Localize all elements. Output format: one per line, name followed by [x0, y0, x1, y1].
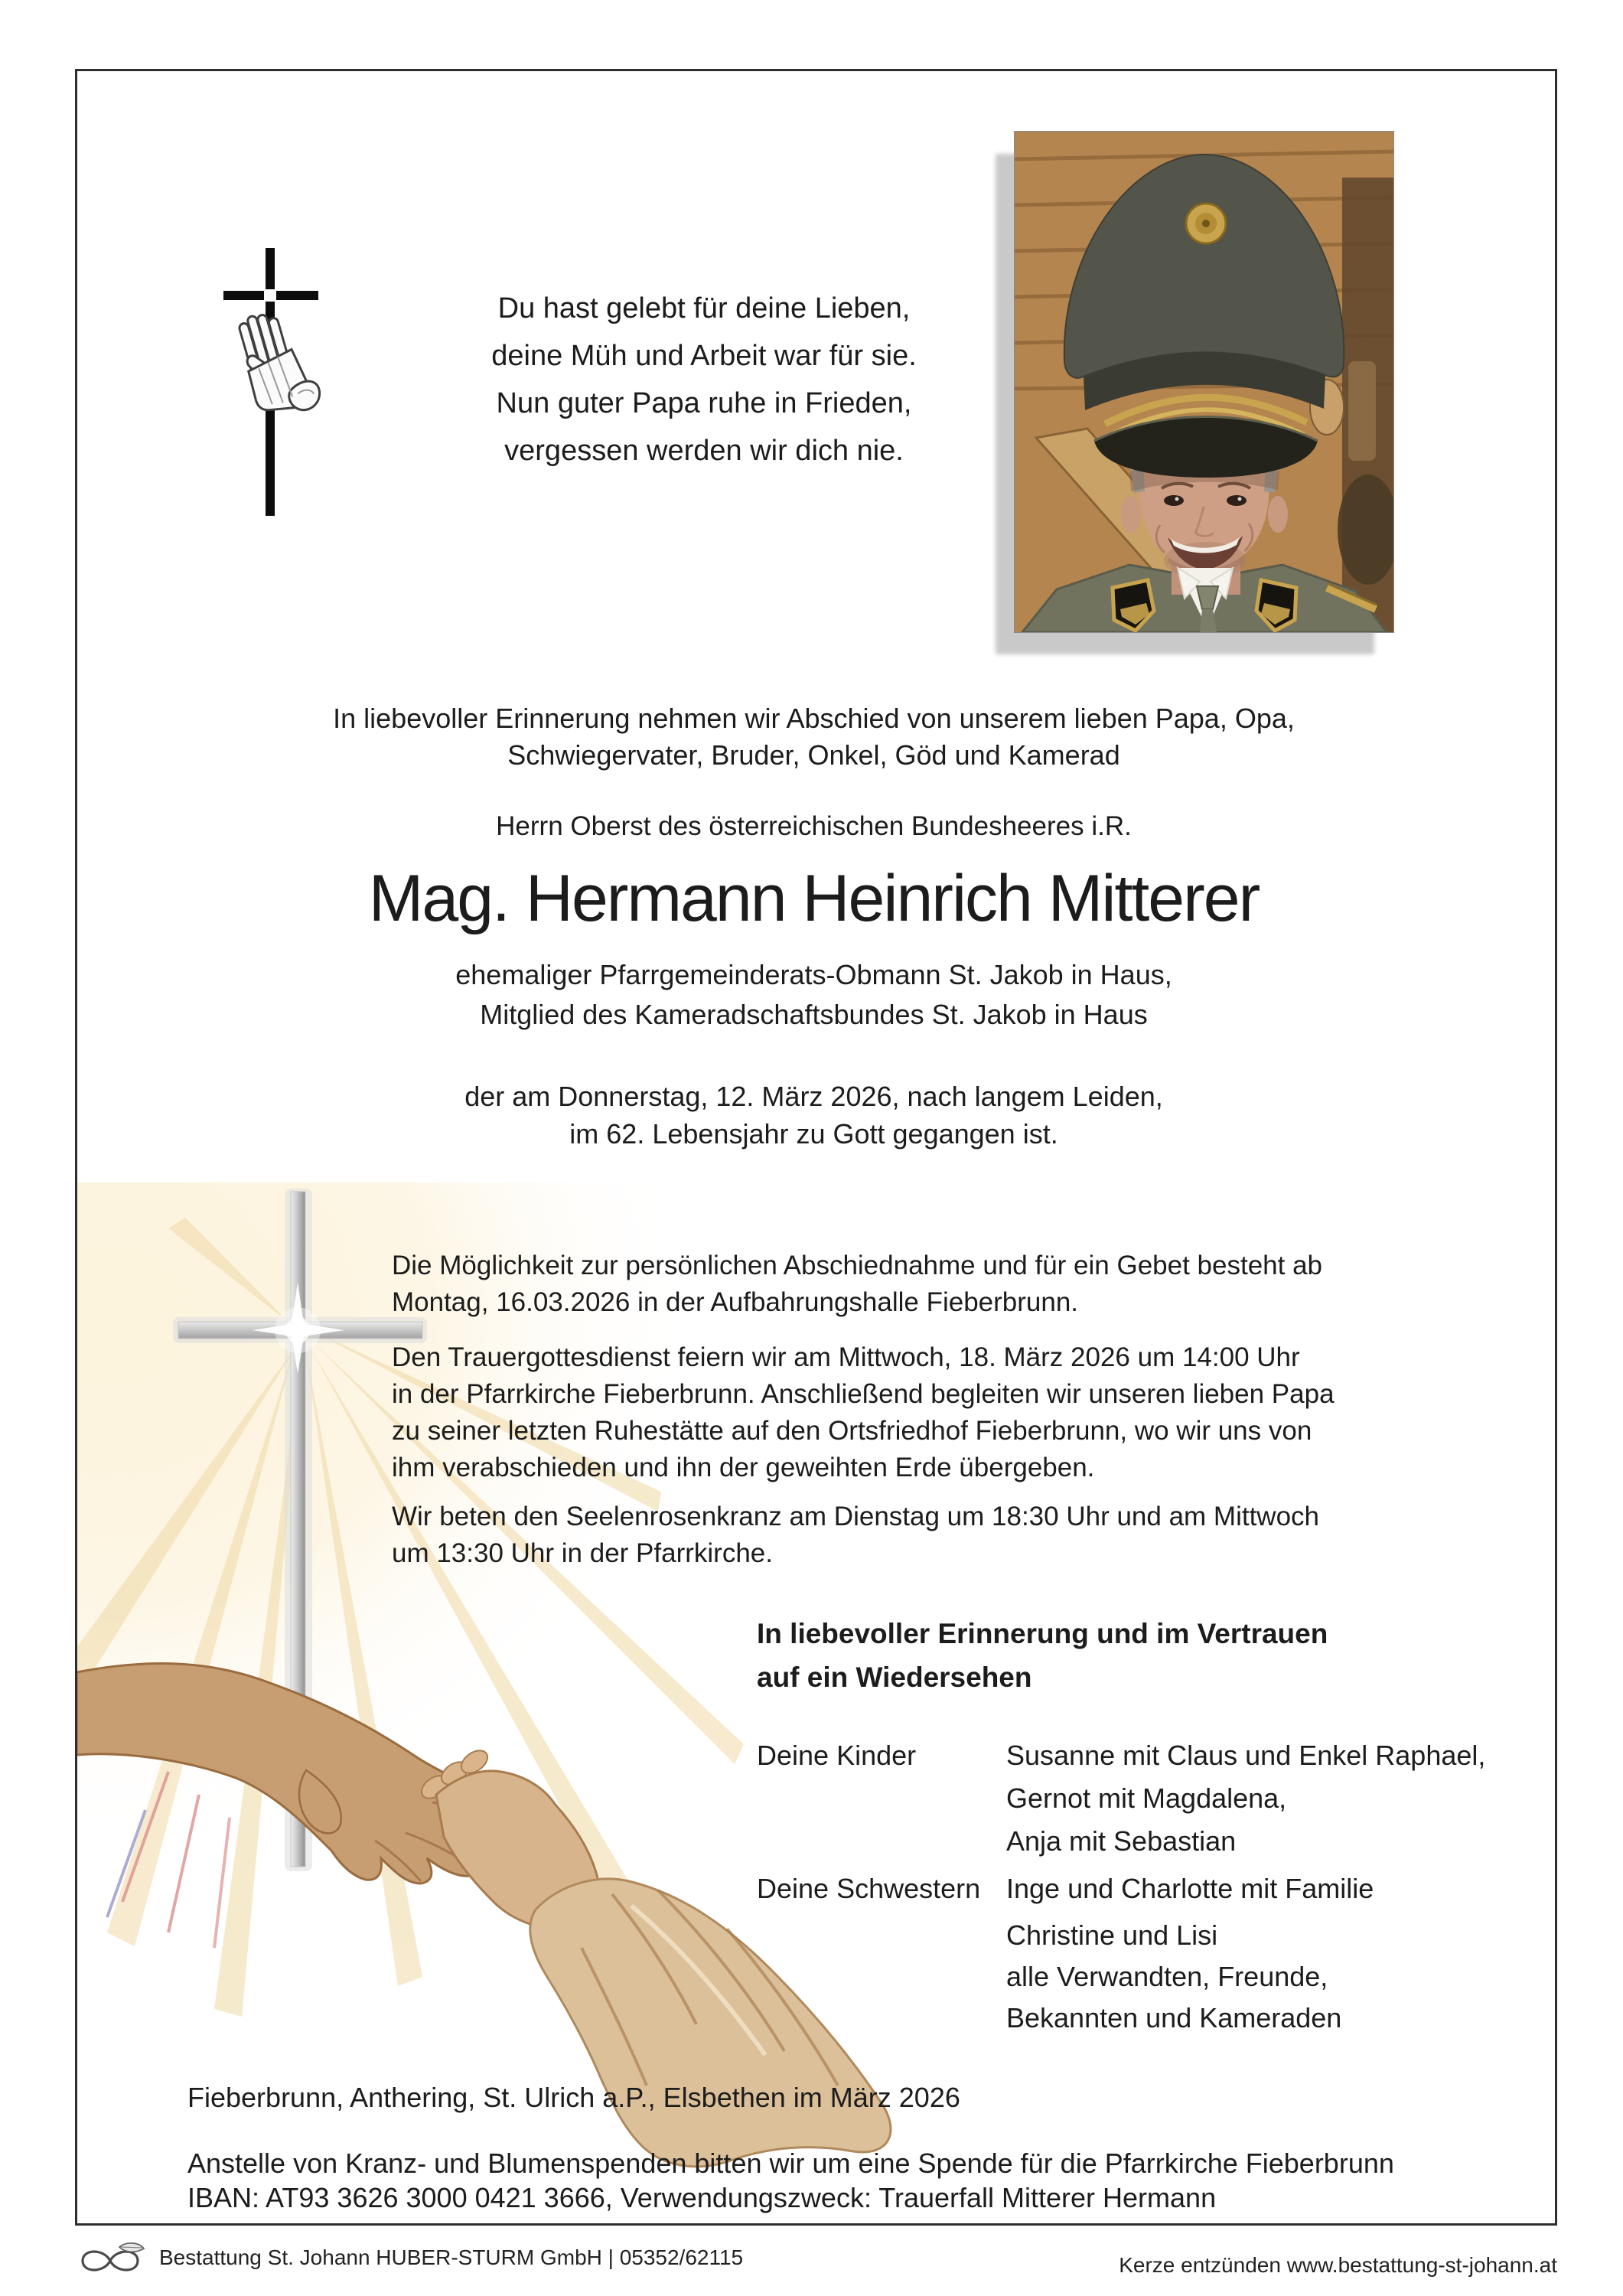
farewell-intro [75, 700, 1553, 774]
rosary-paragraph [392, 1499, 1319, 1572]
places-date-line: Fieberbrunn, Anthering, St. Ulrich a.P., Elsbethen im März 2026 [187, 2082, 960, 2113]
memorial-poem [413, 285, 995, 475]
intro-line: In liebevoller Erinnerung nehmen wir Abschied von unserem lieben Papa, Opa, [333, 703, 1295, 734]
closing-heading-line: In liebevoller Erinnerung und im Vertrauen [757, 1618, 1328, 1649]
latin-cross-center-gap [264, 289, 276, 302]
donation-line: Anstelle von Kranz- und Blumenspenden bitten wir um eine Spende für die Pfarrkirche Fieberbrunn [187, 2148, 1394, 2179]
closing-heading-line: auf ein Wiedersehen [757, 1662, 1032, 1693]
funeral-service-paragraph [392, 1339, 1335, 1486]
death-line: der am Donnerstag, 12. März 2026, nach langem Leiden, [464, 1081, 1163, 1112]
poem-line: Du hast gelebt für deine Lieben, [497, 292, 911, 325]
paragraph-line: Die Möglichkeit zur persönlichen Abschiednahme und für ein Gebet besteht ab [392, 1251, 1323, 1280]
family-member-line: Gernot mit Magdalena, [1006, 1782, 1287, 1814]
family-label-children: Deine Kinder [757, 1740, 917, 1771]
role-line: Mitglied des Kameradschaftsbundes St. Jakob in Haus [480, 999, 1148, 1030]
portrait-photo [1014, 131, 1394, 633]
death-statement [75, 1078, 1553, 1153]
deceased-name: Mag. Hermann Heinrich Mitterer [368, 862, 1260, 935]
paragraph-line: Wir beten den Seelenrosenkranz am Dienstag um 18:30 Uhr und am Mittwoch [392, 1502, 1319, 1531]
candle-link-text: Kerze entzünden www.bestattung-st-johann.at [1119, 2253, 1557, 2277]
closing-heading [757, 1612, 1328, 1699]
family-values-sisters [1006, 1867, 1374, 1910]
family-member-line: Anja mit Sebastian [1006, 1825, 1237, 1857]
family-values-others [1006, 1915, 1341, 2039]
paragraph-line: in der Pfarrkirche Fieberbrunn. Anschließend begleiten wir unseren lieben Papa [392, 1379, 1335, 1409]
paragraph-line: zu seiner letzten Ruhestätte auf den Ortsfriedhof Fieberbrunn, wo wir uns von [392, 1416, 1312, 1446]
praying-hands-icon [227, 311, 321, 432]
military-title: Herrn Oberst des österreichischen Bundesheeres i.R. [496, 811, 1132, 841]
family-label-sisters: Deine Schwestern [757, 1873, 981, 1904]
family-values-children [1006, 1734, 1485, 1863]
family-member-line: Bekannten und Kameraden [1006, 2002, 1342, 2033]
paragraph-line: Den Trauergottesdienst feiern wir am Mittwoch, 18. März 2026 um 14:00 Uhr [392, 1342, 1300, 1372]
family-member-line: Susanne mit Claus und Enkel Raphael, [1006, 1740, 1486, 1771]
infinity-feather-logo-icon [77, 2239, 147, 2276]
portrait-photo-illustration [1015, 132, 1393, 632]
role-line: ehemaliger Pfarrgemeinderats-Obmann St. Jakob in Haus, [455, 959, 1172, 990]
donation-note [187, 2146, 1394, 2215]
death-line: im 62. Lebensjahr zu Gott gegangen ist. [569, 1118, 1058, 1150]
donation-line: IBAN: AT93 3626 3000 0421 3666, Verwendungszweck: Trauerfall Mitterer Hermann [187, 2182, 1217, 2213]
poem-line: vergessen werden wir dich nie. [504, 435, 904, 467]
family-member-line: Inge und Charlotte mit Familie [1006, 1873, 1374, 1904]
family-member-line: Christine und Lisi [1006, 1919, 1218, 1951]
poem-line: deine Müh und Arbeit war für sie. [491, 340, 917, 372]
paragraph-line: ihm verabschieden und ihn der geweihten Erde übergeben. [392, 1453, 1095, 1482]
deceased-roles [75, 955, 1553, 1035]
intro-line: Schwiegervater, Bruder, Onkel, Göd und Kamerad [507, 739, 1120, 771]
poem-line: Nun guter Papa ruhe in Frieden, [496, 387, 912, 419]
funeral-home-name: Bestattung St. Johann HUBER-STURM GmbH | 05352/62115 [159, 2245, 744, 2269]
viewing-paragraph [392, 1247, 1322, 1321]
paragraph-line: um 13:30 Uhr in der Pfarrkirche. [392, 1538, 773, 1568]
family-member-line: alle Verwandten, Freunde, [1006, 1961, 1328, 1992]
paragraph-line: Montag, 16.03.2026 in der Aufbahrungshalle Fieberbrunn. [392, 1287, 1079, 1317]
funeral-home-footer [77, 2239, 743, 2276]
